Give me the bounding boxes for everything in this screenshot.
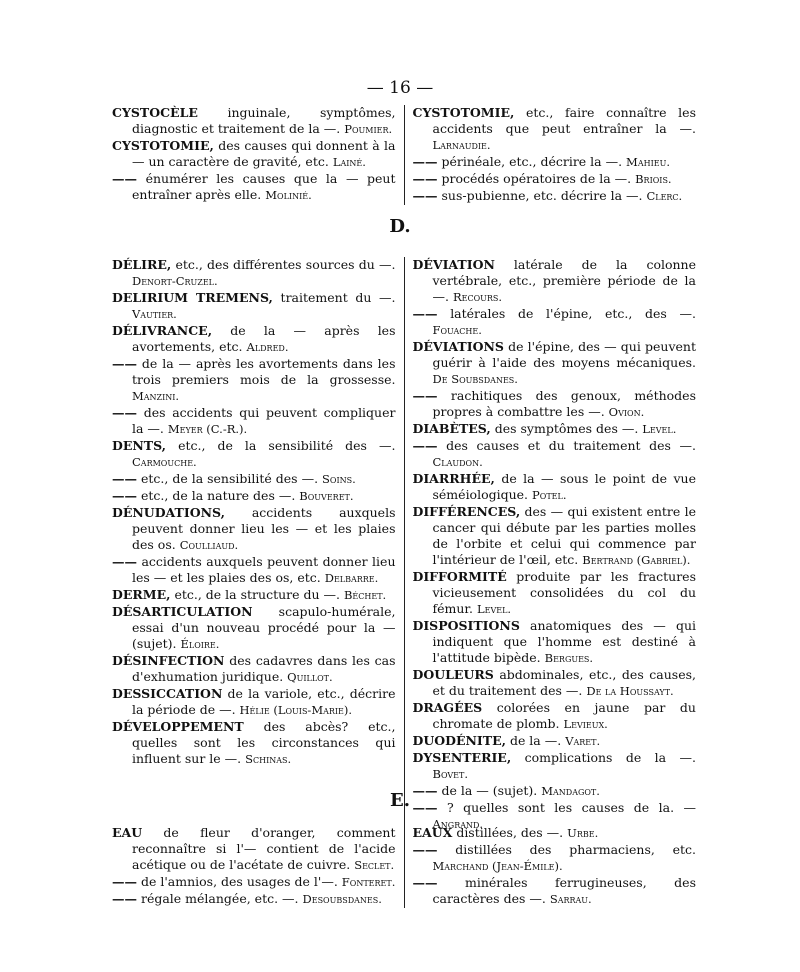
entry-text: énumérer les causes que la — peut entraîner après elle. [132,171,396,202]
index-entry [112,719,396,767]
entry-author: Coulliaud. [179,538,239,552]
entry-text: des causes et du traitement des —. [446,438,696,453]
entry-text: sus-pubienne, etc. décrire la —. [441,188,643,203]
index-entry [413,842,697,874]
entry-text: etc., de la sensibilité des —. [140,471,319,486]
entry-heading: —— [412,171,438,186]
entry-heading: —— [412,306,438,321]
index-entry [112,653,396,685]
entry-heading: —— [112,488,137,503]
entry-author: Varet. [565,734,601,748]
index-entry [112,405,396,437]
entry-heading: —— [412,842,438,857]
entry-text: accidents auxquels peuvent donner lieu les — et les plaies des os. [132,505,396,552]
entry-author: Angrand. [432,817,484,831]
entry-heading: —— [412,800,438,815]
entry-heading: DIFFÉRENCES, [412,504,521,519]
entry-author: Level. [642,422,677,436]
entry-heading: DÉLIVRANCE, [112,323,213,338]
index-entry [112,874,396,890]
entry-text: produite par les fractures vicieusement consolidées du col du fémur. [432,569,696,616]
entry-heading: CYSTOTOMIE, [412,105,515,120]
entry-author: Level. [477,602,512,616]
entry-author: Desoubsdanes. [302,892,382,906]
entry-author: Poumier. [344,122,393,136]
entry-text: de la — (sujet). [441,783,538,798]
entry-text: de l'amnios, des usages de l'—. [140,874,338,889]
index-entry [413,750,697,782]
entry-text: minérales ferrugineuses, des caractères des —. [432,875,696,906]
entry-text: etc., des différentes sources du —. [175,257,396,272]
entry-text: procédés opératoires de la —. [441,171,632,186]
entry-text: de la — sous le point de vue séméiologique. [432,471,696,502]
entry-author: Meyer (C.-R.). [167,422,248,436]
section-c-block [112,105,696,205]
entry-author: Bouveret. [299,489,354,503]
entry-heading: —— [112,405,137,420]
left-column [112,825,404,908]
index-entry [413,471,697,503]
section-letter-d: D. [389,216,411,237]
index-entry [112,825,396,873]
entry-author: Bertrand (Gabriel). [582,553,691,567]
entry-heading: —— [412,783,438,798]
entry-author: Sarrau. [549,892,592,906]
entry-heading: EAUX [412,825,453,840]
index-entry [112,891,396,907]
right-column [404,257,697,833]
right-column [404,825,697,908]
entry-text: de la variole, etc., décrire la période de —. [132,686,396,717]
entry-heading: DÉSINFECTION [112,653,225,668]
entry-heading: —— [412,388,438,403]
entry-author: Ovion. [608,405,645,419]
entry-text: de la — après les avortements dans les trois premiers mois de la grossesse. [132,356,396,387]
entry-text: de l'épine, des — qui peuvent guérir à l'aide des moyens mécaniques. [432,339,696,370]
entry-author: Briois. [635,172,672,186]
entry-text: des — qui existent entre le cancer qui débute par les parties molles de l'orbite et celui qui commence par l'intérieur de l'œil, etc. [432,504,696,567]
entry-author: Urbe. [567,826,599,840]
entry-author: Mandagot. [541,784,600,798]
index-entry [112,505,396,553]
entry-heading: DIFFORMITÉ [412,569,507,584]
index-entry [112,323,396,355]
index-entry [413,339,697,387]
entry-author: Lainé. [332,155,366,169]
entry-heading: DOULEURS [412,667,494,682]
entry-author: Fouache. [432,323,482,337]
entry-author: Bergues. [544,651,594,665]
entry-text: traitement du —. [280,290,396,305]
entry-heading: —— [112,554,137,569]
page-number: — 16 — [366,78,434,98]
entry-text: etc., de la structure du —. [174,587,340,602]
entry-text: des abcès? etc., quelles sont les circonstances qui influent sur le —. [132,719,396,766]
entry-heading: DIABÈTES, [412,421,491,436]
index-entry [413,875,697,907]
entry-heading: CYSTOTOMIE, [112,138,214,153]
section-d-block [112,257,696,833]
entry-text: ? quelles sont les causes de la. — [446,800,696,815]
entry-author: Carmouche. [132,455,197,469]
entry-author: Quillot. [287,670,333,684]
index-entry [112,138,396,170]
entry-author: Marchand (Jean-Émile). [432,859,563,873]
entry-heading: DUODÉNITE, [412,733,506,748]
entry-heading: —— [112,471,137,486]
entry-heading: —— [112,171,137,186]
index-entry [413,306,697,338]
entry-author: Fonteret. [341,875,396,889]
entry-author: De la Houssayt. [586,684,674,698]
entry-author: Aldred. [246,340,289,354]
section-letter-e: E. [390,790,410,811]
entry-text: latérales de l'épine, etc., des —. [450,306,696,321]
index-entry [112,105,396,137]
entry-author: Éloire. [180,637,220,651]
entry-text: complications de la —. [524,750,696,765]
index-entry [413,105,697,153]
entry-heading: —— [112,891,137,906]
entry-text: abdominales, etc., des causes, et du traitement des —. [432,667,696,698]
entry-heading: DÉLIRE, [112,257,172,272]
entry-text: inguinale, symptômes, diagnostic et traitement de la —. [132,105,396,136]
entry-heading: —— [112,356,137,371]
entry-author: Seclet. [354,858,395,872]
entry-heading: DÉSARTICULATION [112,604,253,619]
entry-text: latérale de la colonne vertébrale, etc., première période de la —. [432,257,696,304]
entry-text: des symptômes des —. [494,421,639,436]
entry-heading: —— [412,438,438,453]
entry-text: distillées des pharmaciens, etc. [455,842,696,857]
entry-text: rachitiques des genoux, méthodes propres à combattre les —. [432,388,696,419]
entry-author: Molinié. [265,188,312,202]
index-entry [413,667,697,699]
entry-text: des causes qui donnent à la — un caractère de gravité, etc. [132,138,396,169]
index-entry [413,257,697,305]
entry-heading: DÉNUDATIONS, [112,505,225,520]
entry-text: des cadavres dans les cas d'exhumation juridique. [132,653,396,684]
entry-author: Denort-Cruzel. [132,274,218,288]
entry-author: Schinas. [245,752,292,766]
entry-heading: DESSICCATION [112,686,223,701]
entry-heading: —— [412,875,438,890]
entry-text: de fleur d'oranger, comment reconnaître si l'— contient de l'acide acétique ou de l'acétate de cuivre. [132,825,396,872]
entry-author: Hélie (Louis-Marie). [239,703,353,717]
entry-heading: DISPOSITIONS [412,618,520,633]
entry-heading: DERME, [112,587,171,602]
index-entry [413,700,697,732]
entry-text: etc., faire connaître les accidents que peut entraîner la —. [432,105,696,136]
entry-heading: DENTS, [112,438,167,453]
entry-text: etc., de la sensibilité des —. [178,438,396,453]
entry-author: Vautier. [132,307,177,321]
index-entry [413,569,697,617]
index-entry [413,388,697,420]
index-entry [112,257,396,289]
entry-author: De Soubsdanes. [432,372,518,386]
entry-heading: DYSENTERIE, [412,750,512,765]
index-entry [112,587,396,603]
index-entry [413,618,697,666]
entry-heading: DÉVIATIONS [412,339,504,354]
entry-author: Clerc. [646,189,683,203]
index-entry [413,825,697,841]
index-entry [112,604,396,652]
entry-author: Bovet. [432,767,468,781]
index-entry [413,171,697,187]
entry-heading: —— [412,154,438,169]
index-entry [112,290,396,322]
entry-author: Manzini. [132,389,180,403]
entry-heading: —— [112,874,137,889]
entry-author: Recours. [452,290,503,304]
entry-text: scapulo-humérale, essai d'un nouveau procédé pour la — (sujet). [132,604,396,651]
entry-text: etc., de la nature des —. [140,488,296,503]
entry-heading: —— [412,188,438,203]
left-column [112,105,404,205]
left-column [112,257,404,833]
entry-author: Levieux. [563,717,608,731]
entry-text: des accidents qui peuvent compliquer la —. [132,405,396,436]
index-entry [112,686,396,718]
entry-text: accidents auxquels peuvent donner lieu les — et les plaies des os, etc. [132,554,396,585]
entry-text: de la — après les avortements, etc. [132,323,396,354]
index-entry [413,154,697,170]
entry-heading: DÉVIATION [412,257,495,272]
index-entry [112,438,396,470]
entry-text: régale mélangée, etc. —. [140,891,299,906]
entry-author: Soins. [322,472,356,486]
index-entry [112,356,396,404]
entry-author: Potel. [532,488,567,502]
index-entry [112,171,396,203]
entry-author: Delbarre. [324,571,379,585]
entry-text: périnéale, etc., décrire la —. [441,154,623,169]
section-e-block [112,825,696,908]
index-entry [413,421,697,437]
entry-heading: DRAGÉES [412,700,483,715]
index-entry [112,471,396,487]
entry-text: distillées, des —. [456,825,564,840]
entry-author: Mahieu. [626,155,670,169]
entry-heading: DIARRHÉE, [412,471,495,486]
entry-text: anatomiques des — qui indiquent que l'homme est destiné à l'attitude bipède. [432,618,696,665]
entry-author: Claudon. [432,455,483,469]
index-entry [413,438,697,470]
entry-author: Béchet. [343,588,387,602]
index-entry [112,554,396,586]
entry-heading: EAU [112,825,143,840]
right-column [404,105,697,205]
entry-heading: DELIRIUM TREMENS, [112,290,273,305]
entry-author: Larnaudie. [432,138,491,152]
index-entry [413,733,697,749]
entry-heading: CYSTOCÈLE [112,105,198,120]
index-entry [112,488,396,504]
entry-text: de la —. [509,733,562,748]
index-entry [413,188,697,204]
entry-heading: DÉVELOPPEMENT [112,719,244,734]
index-entry [413,504,697,568]
entry-text: colorées en jaune par du chromate de plomb. [432,700,696,731]
